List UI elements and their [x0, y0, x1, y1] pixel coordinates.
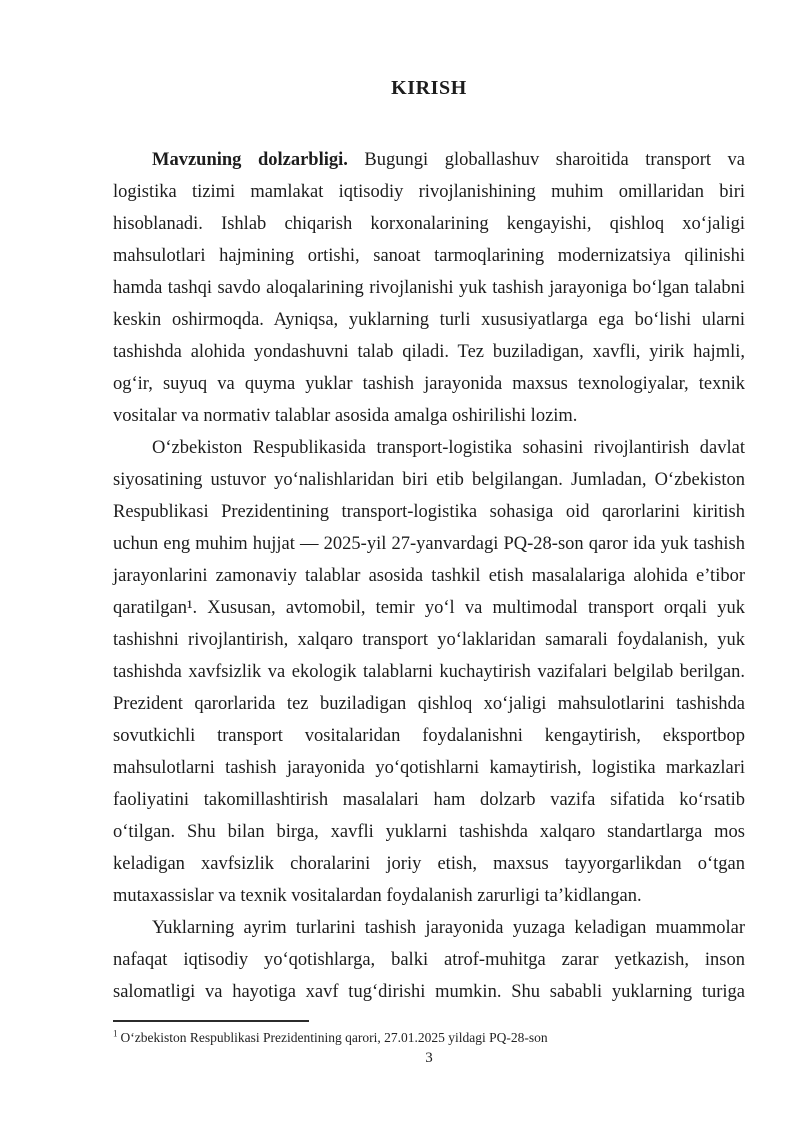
text-line: mahsulotlari hajmining ortishi, sanoat tarmoqlarining modernizatsiya qilinishi — [113, 246, 745, 266]
text-line: tashishda alohida yondashuvni talab qiladi. Tez buziladigan, xavfli, yirik hajmli, — [113, 342, 745, 362]
document-body — [113, 144, 745, 1008]
text-line: jarayonlarini zamonaviy talablar asosida tashkil etish masalalariga alohida e’tibor — [113, 566, 745, 586]
text-line: Mavzuning dolzarbligi. Bugungi globallashuv sharoitida transport va — [152, 150, 745, 170]
text-line: faoliyatini takomillashtirish masalalari ham dolzarb vazifa sifatida koʻrsatib — [113, 790, 745, 810]
text-line: siyosatining ustuvor yoʻnalishlaridan biri etib belgilangan. Jumladan, Oʻzbekiston — [113, 470, 745, 490]
text-line: mutaxassislar va texnik vositalardan foydalanish zarurligi ta’kidlangan. — [113, 886, 642, 906]
text-line: mahsulotlarni tashish jarayonida yoʻqotishlarni kamaytirish, logistika markazlari — [113, 758, 745, 778]
page-number: 3 — [425, 1050, 433, 1066]
text-line: Prezident qarorlarida tez buziladigan qishloq xoʻjaligi mahsulotlarini tashishda — [113, 694, 745, 714]
page-content — [113, 76, 745, 1068]
page-title: KIRISH — [391, 77, 467, 99]
footnote-block — [113, 1020, 745, 1046]
footnote-marker: 1 — [113, 1028, 118, 1039]
text-line: ogʻir, suyuq va quyma yuklar tashish jarayonida maxsus texnologiyalar, texnik — [113, 374, 745, 394]
text-line: keladigan xavfsizlik choralarini joriy etish, maxsus tayyorgarlikdan oʻtgan — [113, 854, 745, 874]
text-line: hisoblanadi. Ishlab chiqarish korxonalarining kengayishi, qishloq xoʻjaligi — [113, 214, 745, 234]
footnote-separator — [113, 1020, 309, 1022]
text-line: Yuklarning ayrim turlarini tashish jarayonida yuzaga keladigan muammolar — [152, 918, 745, 938]
text-line: tashishni rivojlantirish, xalqaro transport yoʻlaklaridan samarali foydalanish, yuk — [113, 630, 745, 650]
text-line: uchun eng muhim hujjat — 2025-yil 27-yanvardagi PQ-28-son qaror ida yuk tashish — [113, 534, 745, 554]
text-line: Respublikasi Prezidentining transport-logistika sohasiga oid qarorlarini kiritish — [113, 502, 745, 522]
text-line: logistika tizimi mamlakat iqtisodiy rivojlanishining muhim omillaridan biri — [113, 182, 745, 202]
footnote-text: Oʻzbekiston Respublikasi Prezidentining qarori, 27.01.2025 yildagi PQ-28-son — [120, 1030, 548, 1045]
bold-run: Mavzuning dolzarbligi. — [152, 150, 348, 170]
text-line: salomatligi va hayotiga xavf tugʻdirishi mumkin. Shu sababli yuklarning turiga — [113, 982, 745, 1002]
text-line: tashishda xavfsizlik va ekologik talablarni kuchaytirish vazifalari belgilab berilgan. — [113, 662, 745, 682]
text-line: vositalar va normativ talablar asosida amalga oshirilishi lozim. — [113, 406, 578, 426]
footnote — [113, 1029, 745, 1046]
text-line: Oʻzbekiston Respublikasida transport-logistika sohasini rivojlantirish davlat — [152, 438, 745, 458]
text-line: qaratilgan¹. Xususan, avtomobil, temir yoʻl va multimodal transport orqali yuk — [113, 598, 745, 618]
text-line: oʻtilgan. Shu bilan birga, xavfli yuklarni tashishda xalqaro standartlarga mos — [113, 822, 745, 842]
text-line: keskin oshirmoqda. Ayniqsa, yuklarning turli xususiyatlarga ega boʻlishi ularni — [113, 310, 745, 330]
text-line: hamda tashqi savdo aloqalarining rivojlanishi yuk tashish jarayoniga boʻlgan talabni — [113, 278, 745, 298]
text-line: nafaqat iqtisodiy yoʻqotishlarga, balki atrof-muhitga zarar yetkazish, inson — [113, 950, 745, 970]
text-line: sovutkichli transport vositalaridan foydalanishni kengaytirish, eksportbop — [113, 726, 745, 746]
